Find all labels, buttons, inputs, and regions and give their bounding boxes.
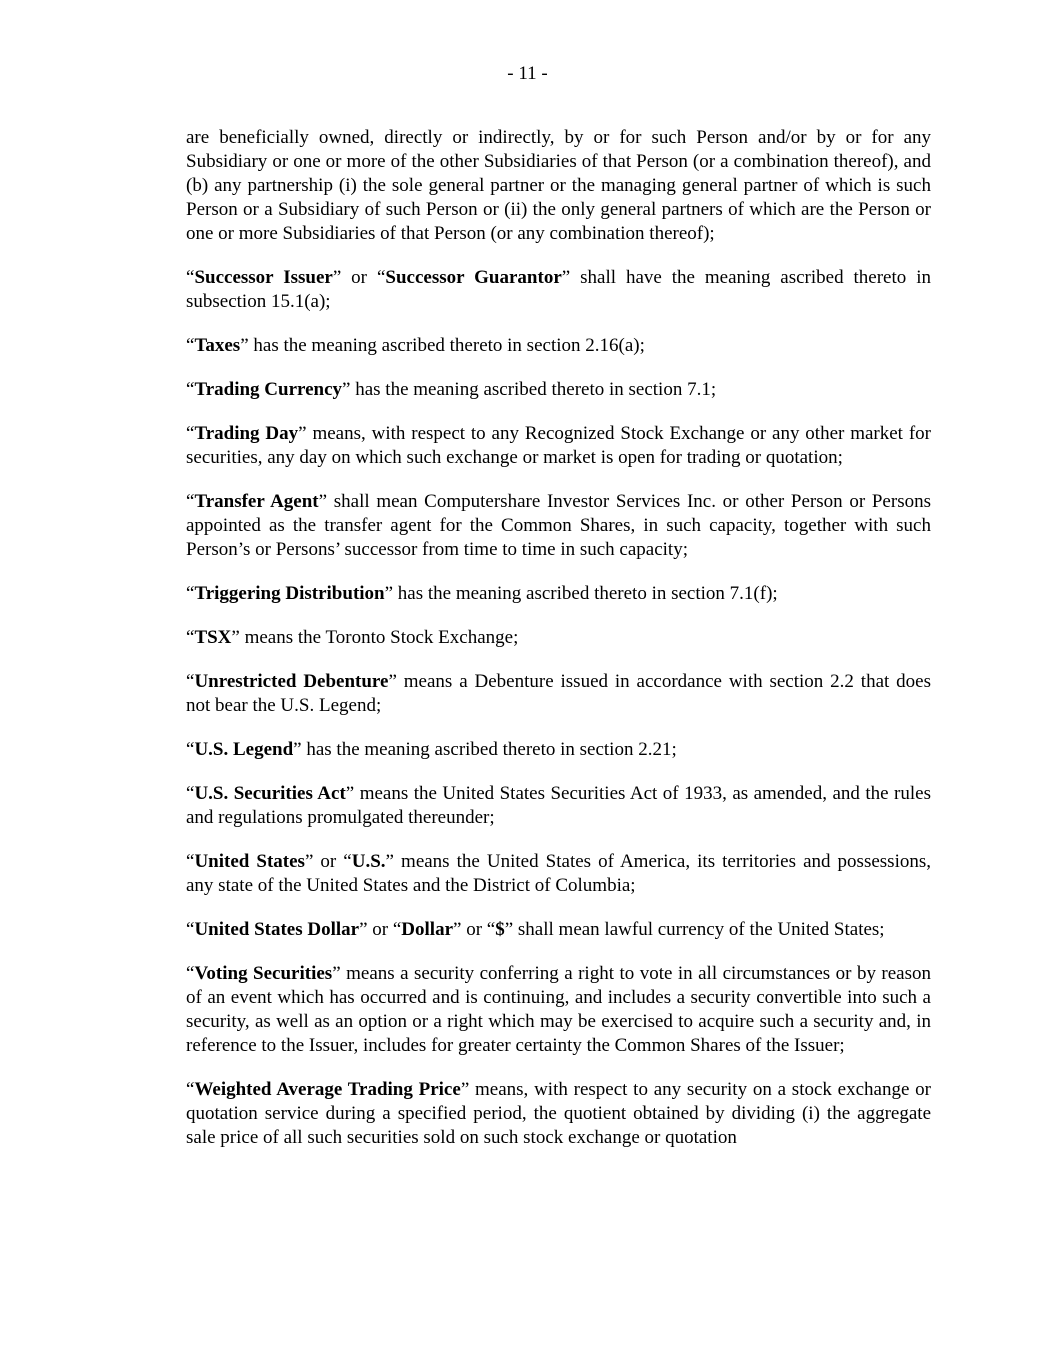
definition-trading-currency (186, 378, 931, 402)
definition-taxes (186, 334, 931, 358)
defined-term: Weighted Average Trading Price (194, 1079, 461, 1100)
quote-open: “ (186, 1079, 195, 1100)
defined-term: Dollar (401, 919, 454, 940)
definition-transfer-agent (186, 490, 931, 562)
defined-term: U.S. (351, 851, 386, 872)
definition-text: ” shall have the meaning ascribed thereto in subsection 15.1(a); (186, 267, 931, 312)
defined-term: Voting Securities (194, 963, 333, 984)
defined-term: United States (194, 851, 305, 872)
defined-term: Successor Guarantor (385, 267, 562, 288)
quote-open: “ (186, 379, 195, 400)
defined-term: Successor Issuer (194, 267, 333, 288)
definition-text: ” or “ (453, 919, 496, 940)
definition-weighted-average-trading-price (186, 1078, 931, 1150)
defined-term: Unrestricted Debenture (194, 671, 389, 692)
quote-open: “ (186, 963, 195, 984)
definition-text: ” means a Debenture issued in accordance with section 2.2 that does not bear the U.S. Legend; (186, 671, 931, 716)
defined-term: Transfer Agent (194, 491, 319, 512)
quote-open: “ (186, 583, 195, 604)
definition-text: ” means the Toronto Stock Exchange; (231, 627, 519, 648)
quote-open: “ (186, 335, 195, 356)
quote-open: “ (186, 671, 195, 692)
definition-unrestricted-debenture (186, 670, 931, 718)
page-number: - 11 - (507, 63, 548, 84)
definition-text: ” means the United States of America, its territories and possessions, any state of the United States and the District of Columbia; (186, 851, 931, 896)
quote-open: “ (186, 739, 195, 760)
defined-term: Triggering Distribution (194, 583, 385, 604)
definition-tsx (186, 626, 931, 650)
quote-open: “ (186, 423, 195, 444)
definition-text: ” or “ (332, 267, 386, 288)
definition-continuation (186, 126, 931, 246)
definition-us-securities-act (186, 782, 931, 830)
definition-triggering-distribution (186, 582, 931, 606)
definition-text: ” shall mean lawful currency of the United States; (504, 919, 885, 940)
definition-text: ” has the meaning ascribed thereto in section 7.1; (342, 379, 717, 400)
document-body (186, 126, 931, 1150)
definition-text: are beneficially owned, directly or indirectly, by or for such Person and/or by or for any Subsidiary or one or more of the other Subsidiaries of that Person (or a combination thereof), and (b) any partnership (i) the sole general partner or the managing general partner of which is such Person or a Subsidiary of such Person or (ii) the only general partners of which are the Person or one or more Subsidiaries of that Person (or any combination thereof); (186, 127, 931, 244)
definition-text: ” has the meaning ascribed thereto in section 7.1(f); (384, 583, 778, 604)
quote-open: “ (186, 491, 195, 512)
defined-term: U.S. Securities Act (194, 783, 346, 804)
quote-open: “ (186, 919, 195, 940)
quote-open: “ (186, 627, 195, 648)
definition-us-legend (186, 738, 931, 762)
defined-term: U.S. Legend (194, 739, 294, 760)
definition-text: ” means, with respect to any Recognized Stock Exchange or any other market for securities, any day on which such exchange or market is open for trading or quotation; (186, 423, 931, 468)
definition-text: ” means, with respect to any security on a stock exchange or quotation service during a specified period, the quotient obtained by dividing (i) the aggregate sale price of all such securities sold on such stock exchange or quotation (186, 1079, 931, 1148)
quote-open: “ (186, 851, 195, 872)
definition-text: ” or “ (304, 851, 352, 872)
defined-term: Trading Currency (194, 379, 343, 400)
defined-term: TSX (194, 627, 232, 648)
quote-open: “ (186, 783, 195, 804)
definition-successor-issuer (186, 266, 931, 314)
definition-text: ” shall mean Computershare Investor Services Inc. or other Person or Persons appointed as the transfer agent for the Common Shares, in such capacity, together with such Person’s or Persons’ successor from time to time in such capacity; (186, 491, 931, 560)
definition-united-states (186, 850, 931, 898)
definition-text: ” has the meaning ascribed thereto in section 2.21; (293, 739, 677, 760)
definition-united-states-dollar (186, 918, 931, 942)
definition-trading-day (186, 422, 931, 470)
definition-text: ” means a security conferring a right to vote in all circumstances or by reason of an event which has occurred and is continuing, and includes a security convertible into such a security, as well as an option or a right which may be exercised to acquire such a security and, in reference to the Issuer, includes for greater certainty the Common Shares of the Issuer; (186, 963, 931, 1056)
quote-open: “ (186, 267, 195, 288)
definition-voting-securities (186, 962, 931, 1058)
defined-term: $ (495, 919, 505, 940)
definition-text: ” or “ (359, 919, 402, 940)
defined-term: Taxes (194, 335, 241, 356)
definition-text: ” has the meaning ascribed thereto in section 2.16(a); (240, 335, 645, 356)
defined-term: Trading Day (194, 423, 299, 444)
defined-term: United States Dollar (194, 919, 360, 940)
definition-text: ” means the United States Securities Act of 1933, as amended, and the rules and regulations promulgated thereunder; (186, 783, 931, 828)
